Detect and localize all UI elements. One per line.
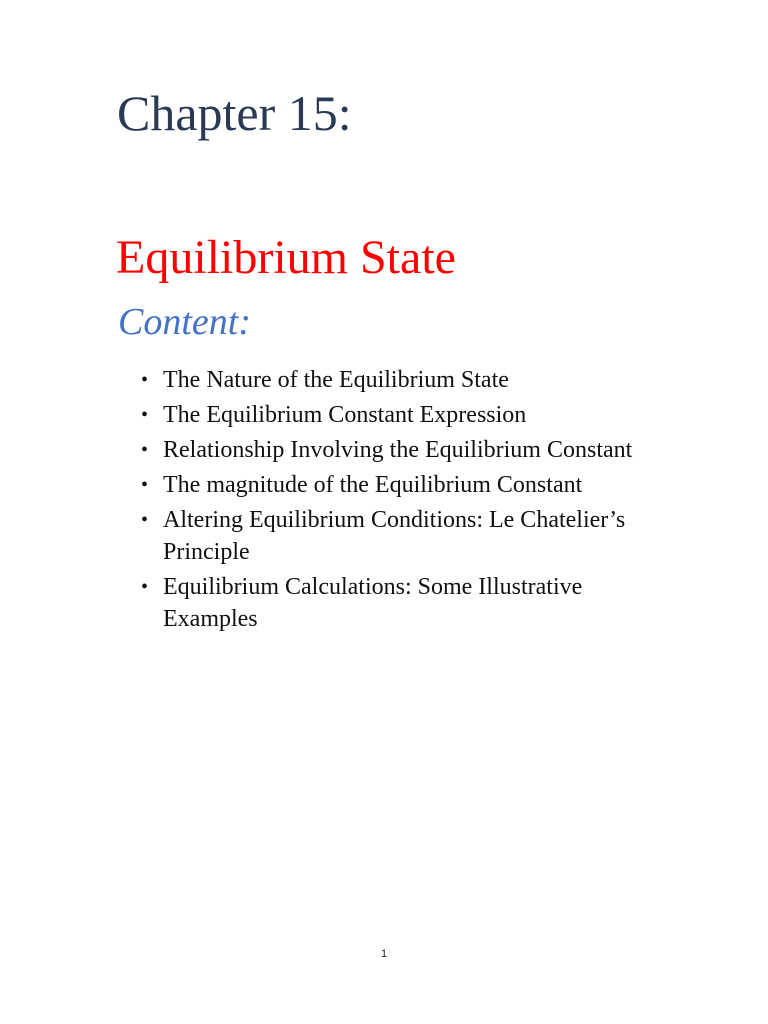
list-item bbox=[0, 571, 633, 635]
list-item-text: Relationship Involving the Equilibrium Constant bbox=[163, 437, 633, 463]
list-item bbox=[0, 434, 633, 466]
list-item bbox=[0, 399, 633, 431]
bullet-icon: • bbox=[141, 576, 149, 598]
section-title: Equilibrium State bbox=[116, 231, 456, 284]
list-item-text: The Nature of the Equilibrium State bbox=[163, 367, 509, 393]
content-heading: Content: bbox=[118, 301, 251, 343]
bullet-icon: • bbox=[141, 369, 149, 391]
list-item-text: The Equilibrium Constant Expression bbox=[163, 402, 527, 428]
list-item bbox=[0, 469, 633, 501]
bullet-icon: • bbox=[141, 474, 149, 496]
list-item-text: The magnitude of the Equilibrium Constant bbox=[163, 472, 583, 498]
page-number: 1 bbox=[380, 948, 388, 960]
list-item bbox=[0, 364, 633, 396]
list-item-text: Equilibrium Calculations: Some Illustrative Examples bbox=[163, 574, 583, 632]
bullet-icon: • bbox=[141, 404, 149, 426]
content-list bbox=[0, 364, 768, 638]
chapter-title: Chapter 15: bbox=[117, 85, 352, 141]
bullet-icon: • bbox=[141, 439, 149, 461]
list-item bbox=[0, 504, 633, 568]
bullet-icon: • bbox=[141, 509, 149, 531]
list-item-text: Altering Equilibrium Conditions: Le Chatelier’s Principle bbox=[163, 507, 626, 565]
